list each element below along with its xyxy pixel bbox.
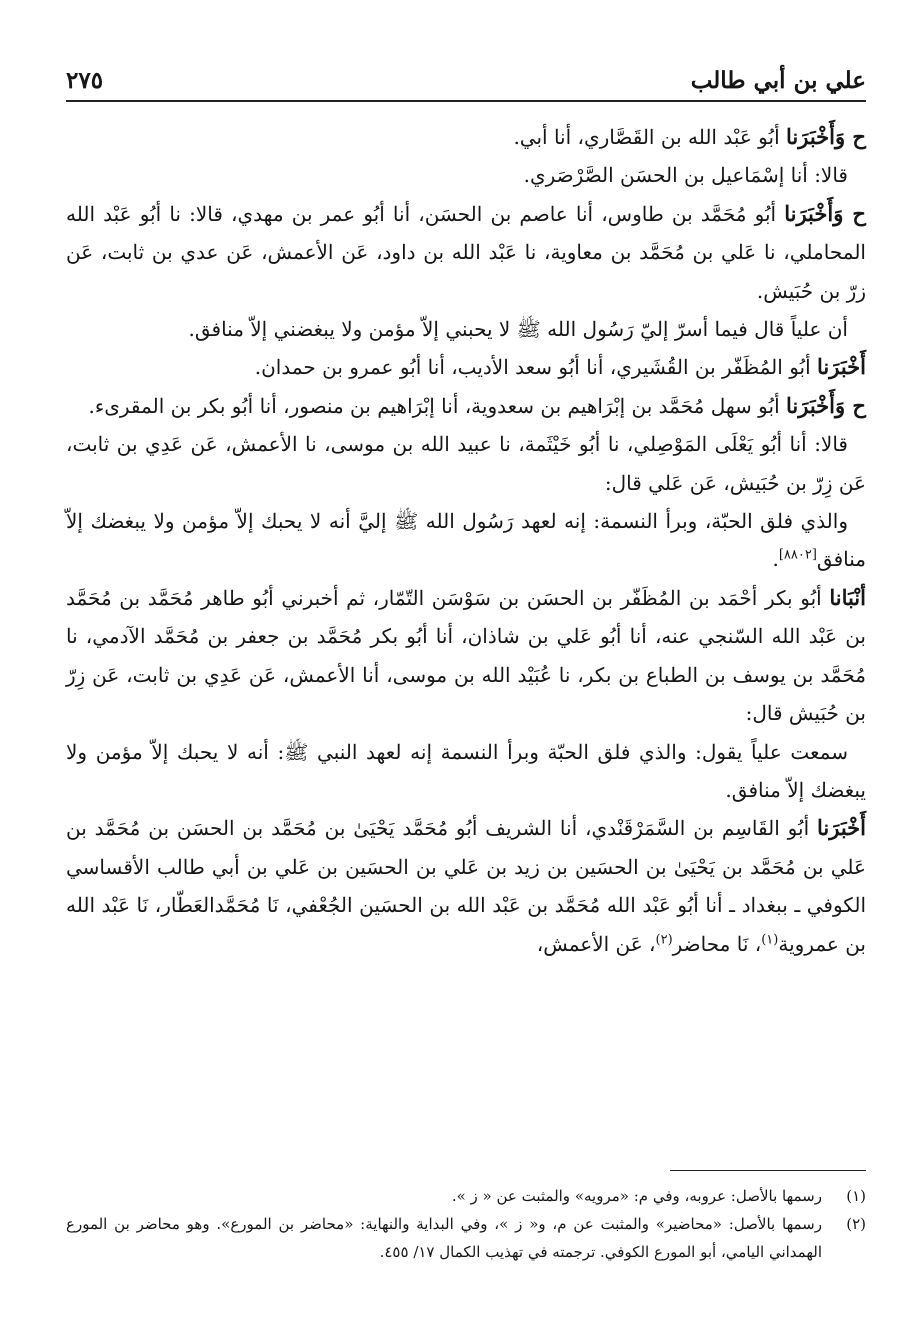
footnote-rule (670, 1170, 866, 1171)
main-text (66, 118, 866, 963)
paragraph-11 (66, 809, 866, 963)
paragraph-text: أبُو عَبْد الله بن القَصَّاري، أنا أبي. (513, 125, 786, 149)
narration-keyword: أَخْبَرَنا (817, 815, 866, 841)
footnote-ref: (٢) (655, 931, 673, 947)
paragraph-text: أبُو بكر أحْمَد بن المُظَفّر بن الحسَن بن سَوْسَن التّمّار، ثم أخبرني أبُو طاهر مُحَمَّد بن مُحَمَّد بن عَبْد الله السّنجي عنه، أنا أبُو عَلي بن شاذان، أنا أبُو بكر مُحَمَّد بن جعفر بن مُحَمَّد الآدمي، نا مُحَمَّد بن يوسف بن الطباع بن بكر، نا عُبَيْد الله بن موسى، أنا الأعمش، عَن عَدِي بن ثابت، عَن زِرّ بن حُبَيش قال: (66, 585, 866, 726)
footnote-number: (٢) (846, 1215, 866, 1233)
paragraph-9 (66, 579, 866, 733)
narration-keyword: ح وَأَخْبَرَنا (786, 392, 866, 418)
hadith-number: [٨٨٠٢] (778, 547, 817, 563)
narration-keyword: ح وَأَخْبَرَنا (784, 200, 866, 226)
footnote-1 (66, 1182, 866, 1210)
narration-keyword: أَخْبَرَنا (817, 354, 866, 380)
paragraph-text: أن علياً قال فيما أسرّ إليّ رَسُول الله ﷺ لا يحبني إلاّ مؤمن ولا يبغضني إلاّ منافق. (188, 317, 848, 342)
paragraph-tail: . (772, 547, 779, 572)
footnote-text: رسمها بالأصل: عروبه، وفي م: «مرويه» والمثبت عن « ز ». (451, 1187, 822, 1205)
page-number: ٢٧٥ (66, 66, 104, 94)
paragraph-10 (66, 733, 866, 810)
paragraph-text: أبُو سهل مُحَمَّد بن إبْرَاهيم بن سعدوية، أنا إبْرَاهيم بن منصور، أنا أبُو بكر بن المقرىء. (88, 393, 786, 418)
paragraph-8 (66, 502, 866, 579)
paragraph-text: ، نَا محاضر (672, 931, 762, 956)
paragraph-text: قالا: أنا أبُو يَعْلَى المَوْصِلي، نا أبُو خَيْثَمة، نا عبيد الله بن موسى، نا الأعمش، عَن عَدِي بن ثابت، عَن زِرّ بن حُبَيش، عَن عَلي قال: (66, 432, 866, 495)
paragraph-text: ، عَن الأعمش، (536, 931, 656, 956)
running-title: علي بن أبي طالب (690, 66, 866, 94)
header-rule (66, 100, 866, 102)
footnote-ref: (١) (761, 931, 779, 947)
paragraph-6 (66, 387, 866, 425)
narration-keyword: أنْبَانا (829, 584, 866, 610)
paragraph-1 (66, 118, 866, 156)
paragraph-7 (66, 425, 866, 502)
footnote-text: رسمها بالأصل: «محاضير» والمثبت عن م، و« ز »، وفي البداية والنهاية: «محاضر بن المورع». وهو محاضر بن المورع الهمداني اليامي، أبو المورع الكوفي. ترجمته في تهذيب الكمال ١٧/ ٤٥٥. (66, 1215, 822, 1261)
paragraph-text: قالا: أنا إسْمَاعيل بن الحسَن الصَّرْصَري. (523, 163, 848, 188)
footnotes (66, 1182, 866, 1266)
paragraph-text: والذي فلق الحبّة، وبرأ النسمة: إنه لعهد رَسُول الله ﷺ إليَّ أنه لا يحبك إلاّ مؤمن ولا يبغضك إلاّ منافق (66, 509, 866, 572)
paragraph-text: أبُو مُحَمَّد بن طاوس، أنا عاصم بن الحسَن، أنا أبُو عمر بن مهدي، قالا: نا أبُو عَبْد الله المحاملي، نا عَلي بن مُحَمَّد بن معاوية، نا عَبْد الله بن داود، عَن الأعمش، عَن عدي بن ثابت، عَن زرّ بن حُبَيش. (66, 201, 866, 303)
paragraph-3 (66, 195, 866, 310)
footnote-number: (١) (846, 1187, 866, 1205)
page-header (66, 62, 866, 98)
paragraph-text: أبُو المُظَفّر بن القُشَيري، أنا أبُو سعد الأديب، أنا أبُو عمرو بن حمدان. (254, 355, 818, 380)
paragraph-text: سمعت علياً يقول: والذي فلق الحبّة وبرأ النسمة إنه لعهد النبي ﷺ: أنه لا يحبك إلاّ مؤمن ولا يبغضك إلاّ منافق. (66, 739, 866, 802)
paragraph-text: أبُو القَاسِم بن السَّمَرْقَنْدي، أنا الشريف أبُو مُحَمَّد يَحْيَىٰ بن مُحَمَّد بن الحسَن بن مُحَمَّد بن عَلي بن مُحَمَّد بن يَحْيَىٰ بن الحسَين بن زيد بن عَلي بن الحسَين بن عَلي بن أبي طالب الأقساسي الكوفي ـ ببغداد ـ أنا أبُو عَبْد الله مُحَمَّد بن عَبْد الله بن الحسَين الجُعْفي، نَا مُحَمَّدالعَطّار، نَا عَبْد الله بن عمروية (66, 816, 866, 956)
footnote-2 (66, 1210, 866, 1266)
narration-keyword: ح وَأَخْبَرَنا (786, 124, 866, 149)
paragraph-5 (66, 348, 866, 386)
paragraph-2 (66, 156, 866, 194)
paragraph-4 (66, 310, 866, 348)
